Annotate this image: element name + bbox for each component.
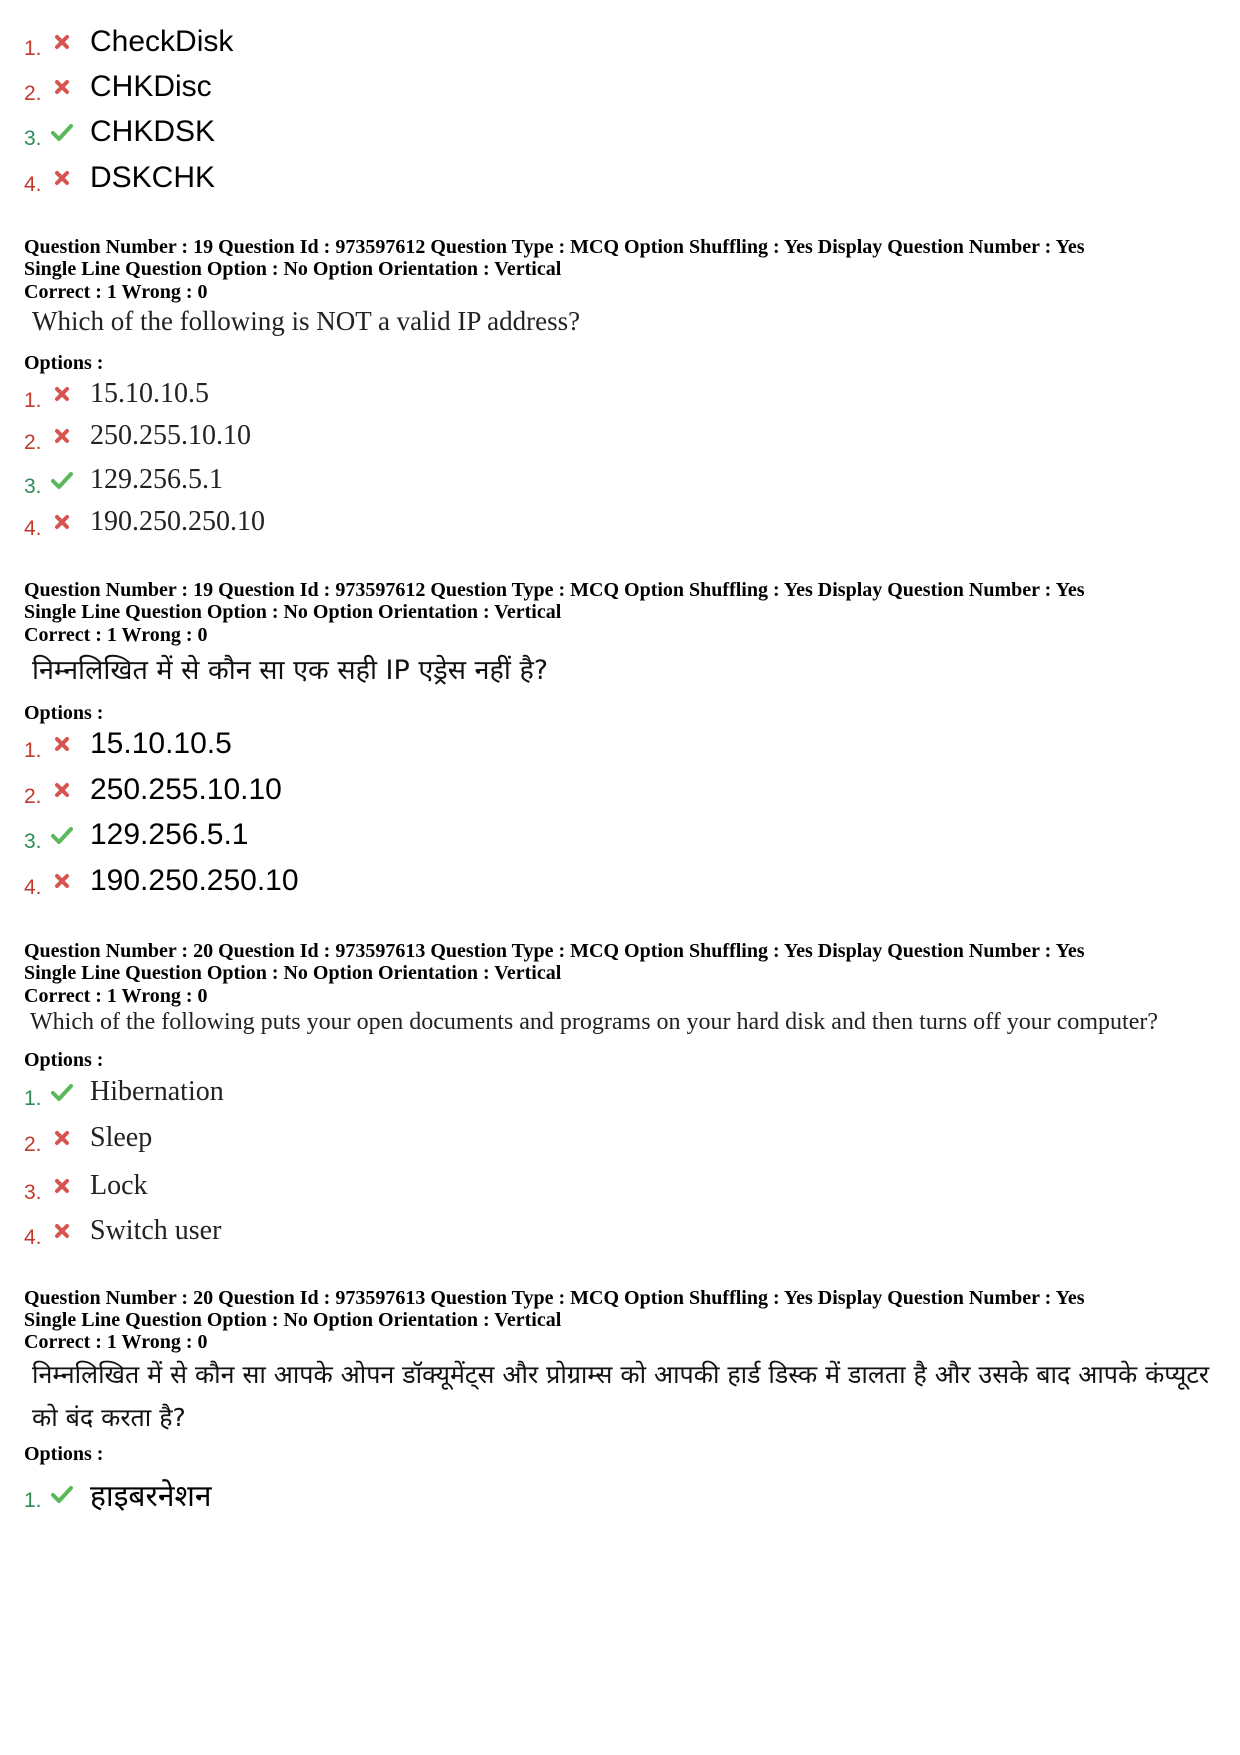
options-label: Options : <box>24 1443 104 1465</box>
options-label: Options : <box>24 702 104 724</box>
options-label: Options : <box>24 352 104 374</box>
option-text: DSKCHK <box>90 161 216 194</box>
question-text: Which of the following is NOT a valid IP address? <box>32 306 581 336</box>
question-meta-line1: Question Number : 20 Question Id : 973597613 Question Type : MCQ Option Shuffling : Yes Display Question Number : Yes <box>24 1287 1085 1309</box>
option-text: 129.256.5.1 <box>90 818 249 851</box>
option-text: Sleep <box>90 1122 153 1153</box>
option-text: CHKDSK <box>90 115 216 148</box>
option-text: 190.250.250.10 <box>90 506 265 537</box>
option-item <box>24 460 223 500</box>
cross-icon <box>50 510 74 534</box>
option-number: 4. <box>24 517 42 540</box>
question-meta <box>24 1287 1084 1331</box>
options-label: Options : <box>24 1049 104 1071</box>
cross-icon <box>50 75 74 99</box>
option-number: 1. <box>24 1489 42 1512</box>
cross-icon <box>50 869 74 893</box>
option-number: 2. <box>24 82 42 105</box>
cross-icon <box>50 732 74 756</box>
cross-icon <box>50 1126 74 1150</box>
option-item <box>24 770 282 810</box>
question-meta <box>24 236 1084 280</box>
option-number: 4. <box>24 876 42 899</box>
option-number: 3. <box>24 1181 42 1204</box>
option-item <box>24 861 299 901</box>
option-number: 3. <box>24 830 42 853</box>
question-meta-line2: Single Line Question Option : No Option Orientation : Vertical <box>24 601 562 623</box>
option-item <box>24 502 265 542</box>
question-marks: Correct : 1 Wrong : 0 <box>24 1331 208 1353</box>
option-number: 1. <box>24 739 42 762</box>
option-item <box>24 374 209 414</box>
question-meta <box>24 940 1084 984</box>
option-number: 2. <box>24 1133 42 1156</box>
question-meta <box>24 579 1084 623</box>
option-number: 3. <box>24 127 42 150</box>
question-text: Which of the following puts your open documents and programs on your hard disk and then turns off your computer? <box>30 1009 1158 1035</box>
option-item <box>24 67 212 107</box>
option-item <box>24 112 215 152</box>
question-meta-line1: Question Number : 20 Question Id : 973597613 Question Type : MCQ Option Shuffling : Yes Display Question Number : Yes <box>24 940 1085 962</box>
option-text: 15.10.10.5 <box>90 378 209 409</box>
option-text: 250.255.10.10 <box>90 420 251 451</box>
option-item <box>24 1118 152 1158</box>
option-text: 15.10.10.5 <box>90 727 232 760</box>
question-marks: Correct : 1 Wrong : 0 <box>24 624 208 646</box>
option-item <box>24 22 233 62</box>
option-item <box>24 1474 212 1514</box>
cross-icon <box>50 1174 74 1198</box>
option-number: 4. <box>24 173 42 196</box>
option-text: CheckDisk <box>90 25 234 58</box>
option-item <box>24 1072 224 1112</box>
option-number: 1. <box>24 37 42 60</box>
option-number: 1. <box>24 1087 42 1110</box>
option-number: 2. <box>24 785 42 808</box>
question-meta-line2: Single Line Question Option : No Option Orientation : Vertical <box>24 962 562 984</box>
cross-icon <box>50 778 74 802</box>
option-number: 3. <box>24 475 42 498</box>
cross-icon <box>50 166 74 190</box>
option-text: 129.256.5.1 <box>90 464 223 495</box>
cross-icon <box>50 30 74 54</box>
option-text: हाइबरनेशन <box>90 1478 212 1514</box>
check-icon <box>50 1482 74 1506</box>
question-meta-line1: Question Number : 19 Question Id : 973597612 Question Type : MCQ Option Shuffling : Yes Display Question Number : Yes <box>24 236 1085 258</box>
question-text: निम्नलिखित में से कौन सा एक सही IP एड्रेस नहीं है? <box>32 655 549 686</box>
cross-icon <box>50 382 74 406</box>
cross-icon <box>50 424 74 448</box>
question-meta-line2: Single Line Question Option : No Option Orientation : Vertical <box>24 1309 562 1331</box>
option-number: 2. <box>24 431 42 454</box>
option-item <box>24 724 232 764</box>
option-number: 4. <box>24 1226 42 1249</box>
question-marks: Correct : 1 Wrong : 0 <box>24 985 208 1007</box>
question-text: निम्नलिखित में से कौन सा आपके ओपन डॉक्यूमेंट्स और प्रोग्राम्स को आपकी हार्ड डिस्क में डालता है और उसके बाद आपके कंप्यूटर को बंद करता है? <box>32 1360 1210 1432</box>
option-item <box>24 815 248 855</box>
cross-icon <box>50 1219 74 1243</box>
check-icon <box>50 1080 74 1104</box>
option-text: CHKDisc <box>90 70 212 103</box>
option-item <box>24 1211 221 1251</box>
question-marks: Correct : 1 Wrong : 0 <box>24 281 208 303</box>
option-number: 1. <box>24 389 42 412</box>
option-text: Switch user <box>90 1215 222 1246</box>
question-meta-line1: Question Number : 19 Question Id : 973597612 Question Type : MCQ Option Shuffling : Yes Display Question Number : Yes <box>24 579 1085 601</box>
question-meta-line2: Single Line Question Option : No Option Orientation : Vertical <box>24 258 562 280</box>
check-icon <box>50 120 74 144</box>
option-text: 250.255.10.10 <box>90 773 282 806</box>
check-icon <box>50 823 74 847</box>
option-text: Hibernation <box>90 1076 224 1107</box>
option-item <box>24 416 251 456</box>
option-text: 190.250.250.10 <box>90 864 299 897</box>
option-item <box>24 1166 148 1206</box>
check-icon <box>50 468 74 492</box>
option-item <box>24 158 215 198</box>
option-text: Lock <box>90 1170 148 1201</box>
